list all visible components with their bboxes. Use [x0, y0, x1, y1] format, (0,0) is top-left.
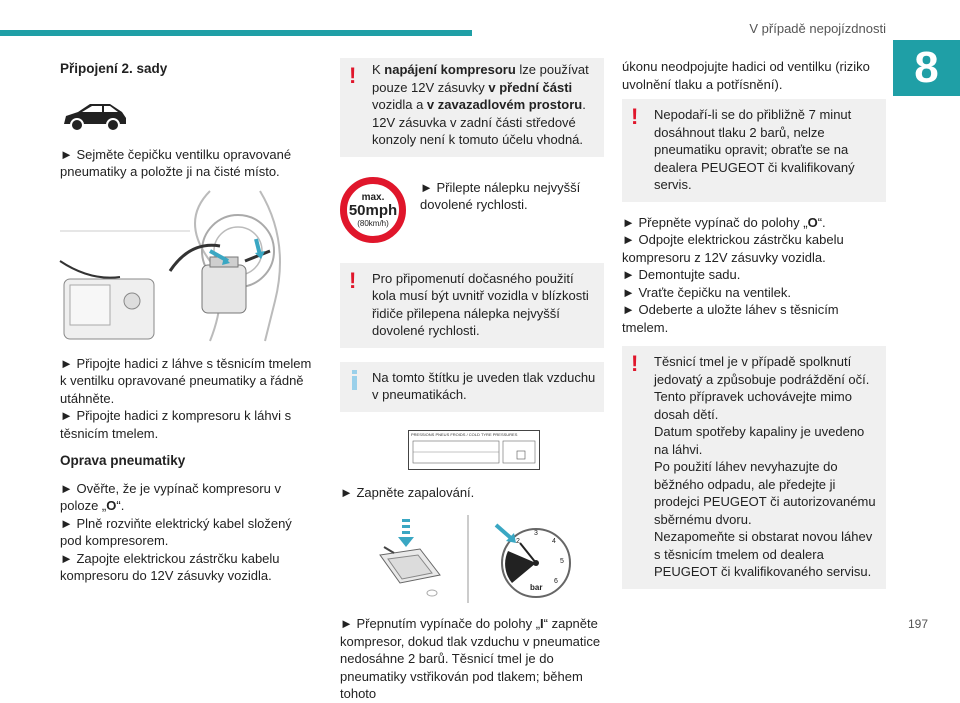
column-2 — [340, 58, 604, 703]
gauge-tick-1: 1 — [506, 558, 510, 565]
warning-socket-text-2: 12V zásuvka v zadní části středové konzoly není k tomuto účelu vhodná. — [372, 114, 584, 147]
warning-expiry-text: Datum spotřeby kapaliny je uvedeno na láhvi. — [654, 424, 865, 457]
info-icon — [352, 370, 357, 390]
gauge-unit-label: bar — [530, 583, 543, 592]
speed-sign-line-1: max. — [361, 191, 385, 203]
gauge-tick-4: 4 — [552, 538, 556, 545]
warning-toxic-text: Těsnicí tmel je v případě spolknutí jedovatý a způsobuje podráždění očí. — [654, 354, 870, 387]
header-accent-bar — [0, 30, 472, 36]
step-plug-into-socket: ► Zapojte elektrickou zástrčku kabelu kompresoru do 12V zásuvky vozidla. — [60, 550, 280, 583]
chapter-number-badge: 8 — [893, 40, 960, 96]
step-connect-bottle-hose: ► Připojte hadici z láhve s těsnicím tmelem k ventilku opravované pneumatiky a řádně utáhněte. — [60, 355, 312, 406]
warning-disposal-text: Po použití láhev nevyhazujte do běžného odpadu, ale předejte ji prodejci PEUGEOT či autorizovanému sběrnému dvoru. — [654, 459, 876, 527]
pressure-label-header: PRESSIONS PNEUS FROIDS / COLD TYRE PRESSURES — [411, 431, 518, 437]
step-remove-kit: ► Demontujte sadu. — [622, 267, 741, 282]
tyre-pressure-label-illustration — [408, 430, 540, 470]
step-apply-speed-sticker: ► Přilepte nálepku nejvyšší dovolené rychlosti. — [420, 179, 581, 212]
step-store-bottle: ► Odeberte a uložte láhev s těsnicím tmelem. — [622, 302, 839, 335]
step-unroll-cable: ► Plně rozviňte elektrický kabel složený pod kompresorem. — [60, 515, 292, 548]
page-number: 197 — [908, 617, 929, 631]
warning-exclamation-icon: ! — [349, 63, 357, 88]
warning-speed-sticker-text: Pro připomenutí dočasného použití kola musí být uvnitř vozidla v blízkosti řidiče přilepena nálepka nejvyšší dovolené rychlosti. — [372, 270, 589, 338]
page-header-title: V případě nepojízdnosti — [749, 21, 886, 36]
speed-sign-line-3: (80km/h) — [357, 218, 389, 228]
step-unplug-compressor: ► Odpojte elektrickou zástrčku kabelu kompresoru z 12V zásuvky vozidla. — [622, 232, 844, 265]
step-continued-text: úkonu neodpojujte hadici od ventilku (riziko uvolnění tlaku a potřísnění). — [622, 59, 870, 92]
info-box-pressure-label — [340, 362, 604, 412]
step-ignition-on: ► Zapněte zapalování. — [340, 484, 475, 500]
step-refit-valve-cap: ► Vraťte čepičku na ventilek. — [622, 284, 792, 300]
step-check-switch-off: ► Ověřte, že je vypínač kompresoru v poloze „O“. — [60, 480, 281, 513]
column-3 — [622, 58, 886, 589]
warning-box-power-socket — [340, 58, 604, 157]
illustration-compressor-connection — [60, 191, 300, 345]
down-arrow-icon — [398, 519, 414, 547]
warning-exclamation-icon: ! — [349, 267, 357, 293]
warning-box-pressure-timeout — [622, 99, 886, 202]
illustration-switch-and-gauge — [340, 511, 580, 605]
speed-sign-line-2: 50mph — [348, 201, 398, 219]
warning-timeout-text: Nepodaří-li se do přibližně 7 minut dosáhnout tlaku 2 barů, nelze pneumatiku opravit; obraťte se na dealera PEUGEOT či kvalifikovaný servis. — [654, 107, 855, 192]
column-1 — [60, 58, 312, 585]
warning-children-text: Tento přípravek uchovávejte mimo dosah dětí. — [654, 389, 852, 422]
max-speed-sign-icon — [340, 177, 406, 243]
warning-box-sealant-toxic — [622, 346, 886, 589]
gauge-tick-5: 5 — [560, 558, 564, 565]
warning-replace-bottle-text: Nezapomeňte si obstarat novou láhev s těsnicím tmelem od dealera PEUGEOT či kvalifikovaného servisu. — [654, 529, 873, 579]
car-silhouette-icon — [60, 98, 130, 134]
speed-sticker-row — [340, 177, 604, 243]
step-switch-on-compressor: ► Přepnutím vypínače do polohy „I“ zapněte kompresor, dokud tlak vzduchu v pneumatice nedosáhne 2 barů. Těsnicí tmel je do pneumatiky vstřikován pod tlakem; během tohoto — [340, 616, 601, 701]
section-heading-second-kit: Připojení 2. sady — [60, 61, 168, 76]
step-connect-compressor-hose: ► Připojte hadici z kompresoru k láhvi s těsnicím tmelem. — [60, 408, 292, 441]
step-switch-off: ► Přepněte vypínač do polohy „O“. — [622, 214, 826, 230]
gauge-tick-3: 3 — [534, 530, 538, 537]
step-remove-valve-cap: ► Sejměte čepičku ventilku opravované pneumatiky a položte ji na čisté místo. — [60, 146, 292, 179]
info-pressure-text: Na tomto štítku je uveden tlak vzduchu v pneumatikách. — [372, 369, 596, 402]
gauge-tick-2: 2 — [516, 538, 520, 545]
gauge-tick-6: 6 — [554, 578, 558, 585]
warning-exclamation-icon: ! — [631, 104, 639, 129]
section-heading-tyre-repair: Oprava pneumatiky — [60, 453, 186, 468]
warning-socket-text: K napájení kompresoru lze používat pouze 12V zásuvky v přední části vozidla a v zavazadlovém prostoru. — [372, 62, 589, 112]
warning-box-speed-sticker — [340, 263, 604, 348]
warning-exclamation-icon: ! — [631, 351, 639, 376]
